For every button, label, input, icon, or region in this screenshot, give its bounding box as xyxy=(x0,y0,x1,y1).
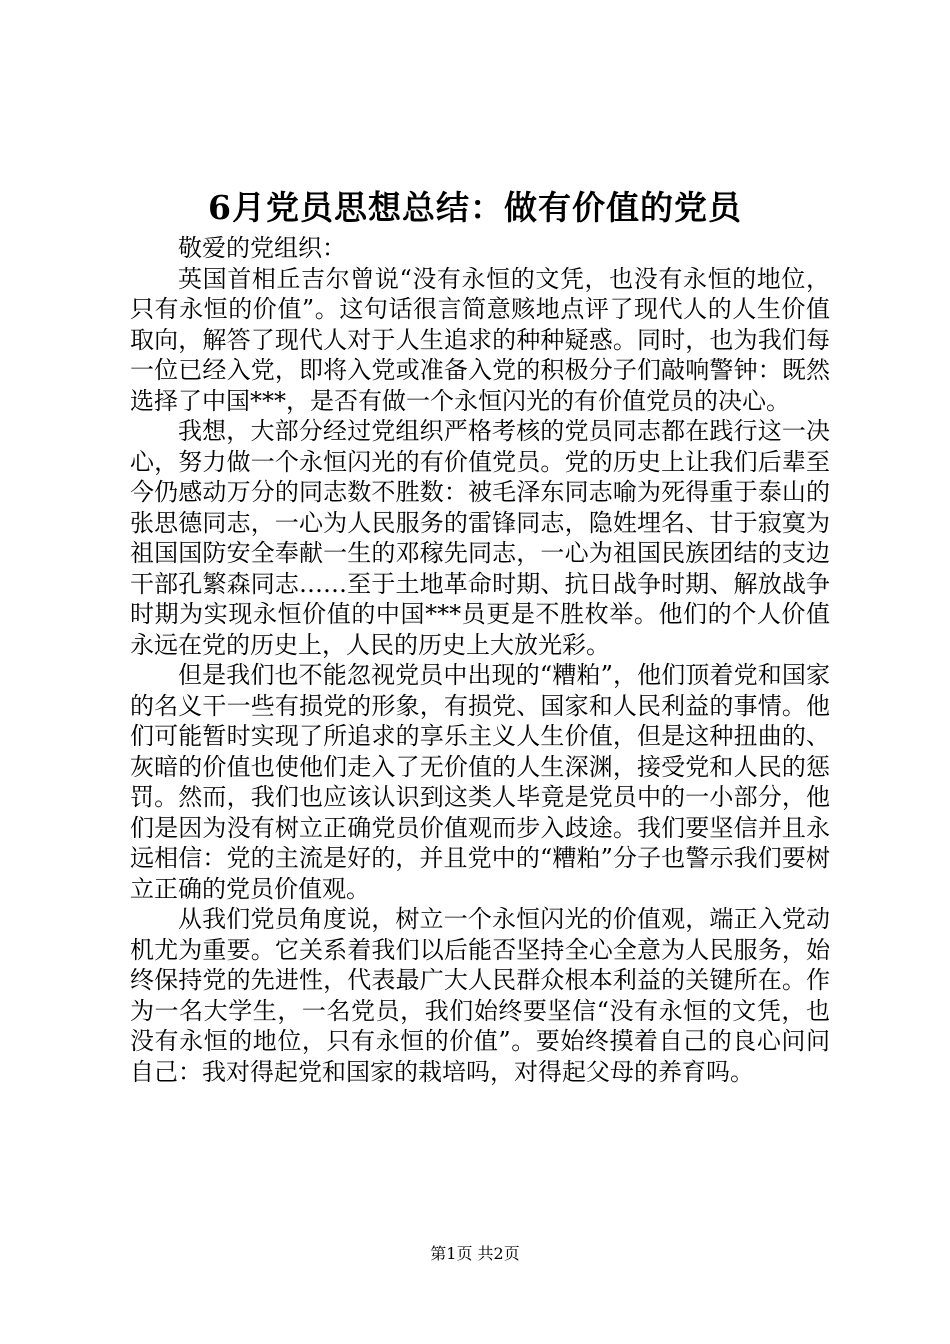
document-body xyxy=(130,233,830,1087)
page-number-footer: 第1页 共2页 xyxy=(430,1244,520,1263)
paragraph-2: 我想，大部分经过党组织严格考核的党员同志都在践行这一决心，努力做一个永恒闪光的有价值党员。党的历史上让我们后辈至今仍感动万分的同志数不胜数：被毛泽东同志喻为死得重于泰山的张思德同志，一心为人民服务的雷锋同志，隐姓埋名、甘于寂寞为祖国国防安全奉献一生的邓稼先同志，一心为祖国民族团结的支边干部孔繁森同志……至于土地革命时期、抗日战争时期、解放战争时期为实现永恒价值的中国***员更是不胜枚举。他们的个人价值永远在党的历史上，人民的历史上大放光彩。 xyxy=(130,417,830,659)
paragraph-4: 从我们党员角度说，树立一个永恒闪光的价值观，端正入党动机尤为重要。它关系着我们以后能否坚持全心全意为人民服务，始终保持党的先进性，代表最广大人民群众根本利益的关键所在。作为一名大学生，一名党员，我们始终要坚信“没有永恒的文凭，也没有永恒的地位，只有永恒的价值”。要始终摸着自己的良心问问自己：我对得起党和国家的栽培吗，对得起父母的养育吗。 xyxy=(130,905,830,1086)
document-title: 6月党员思想总结：做有价值的党员 xyxy=(208,188,742,227)
paragraph-3: 但是我们也不能忽视党员中出现的“糟粕”，他们顶着党和国家的名义干一些有损党的形象，有损党、国家和人民利益的事情。他们可能暂时实现了所追求的享乐主义人生价值，但是这种扭曲的、灰暗的价值也使他们走入了无价值的人生深渊，接受党和人民的惩罚。然而，我们也应该认识到这类人毕竟是党员中的一小部分，他们是因为没有树立正确党员价值观而步入歧途。我们要坚信并且永远相信：党的主流是好的，并且党中的“糟粕”分子也警示我们要树立正确的党员价值观。 xyxy=(130,661,830,903)
salutation: 敬爱的党组织： xyxy=(178,234,346,262)
paragraph-1: 英国首相丘吉尔曾说“没有永恒的文凭，也没有永恒的地位，只有永恒的价值”。这句话很言简意赅地点评了现代人的人生价值取向，解答了现代人对于人生追求的种种疑惑。同时，也为我们每一位已经入党，即将入党或准备入党的积极分子们敲响警钟：既然选择了中国***，是否有做一个永恒闪光的有价值党员的决心。 xyxy=(130,264,830,415)
